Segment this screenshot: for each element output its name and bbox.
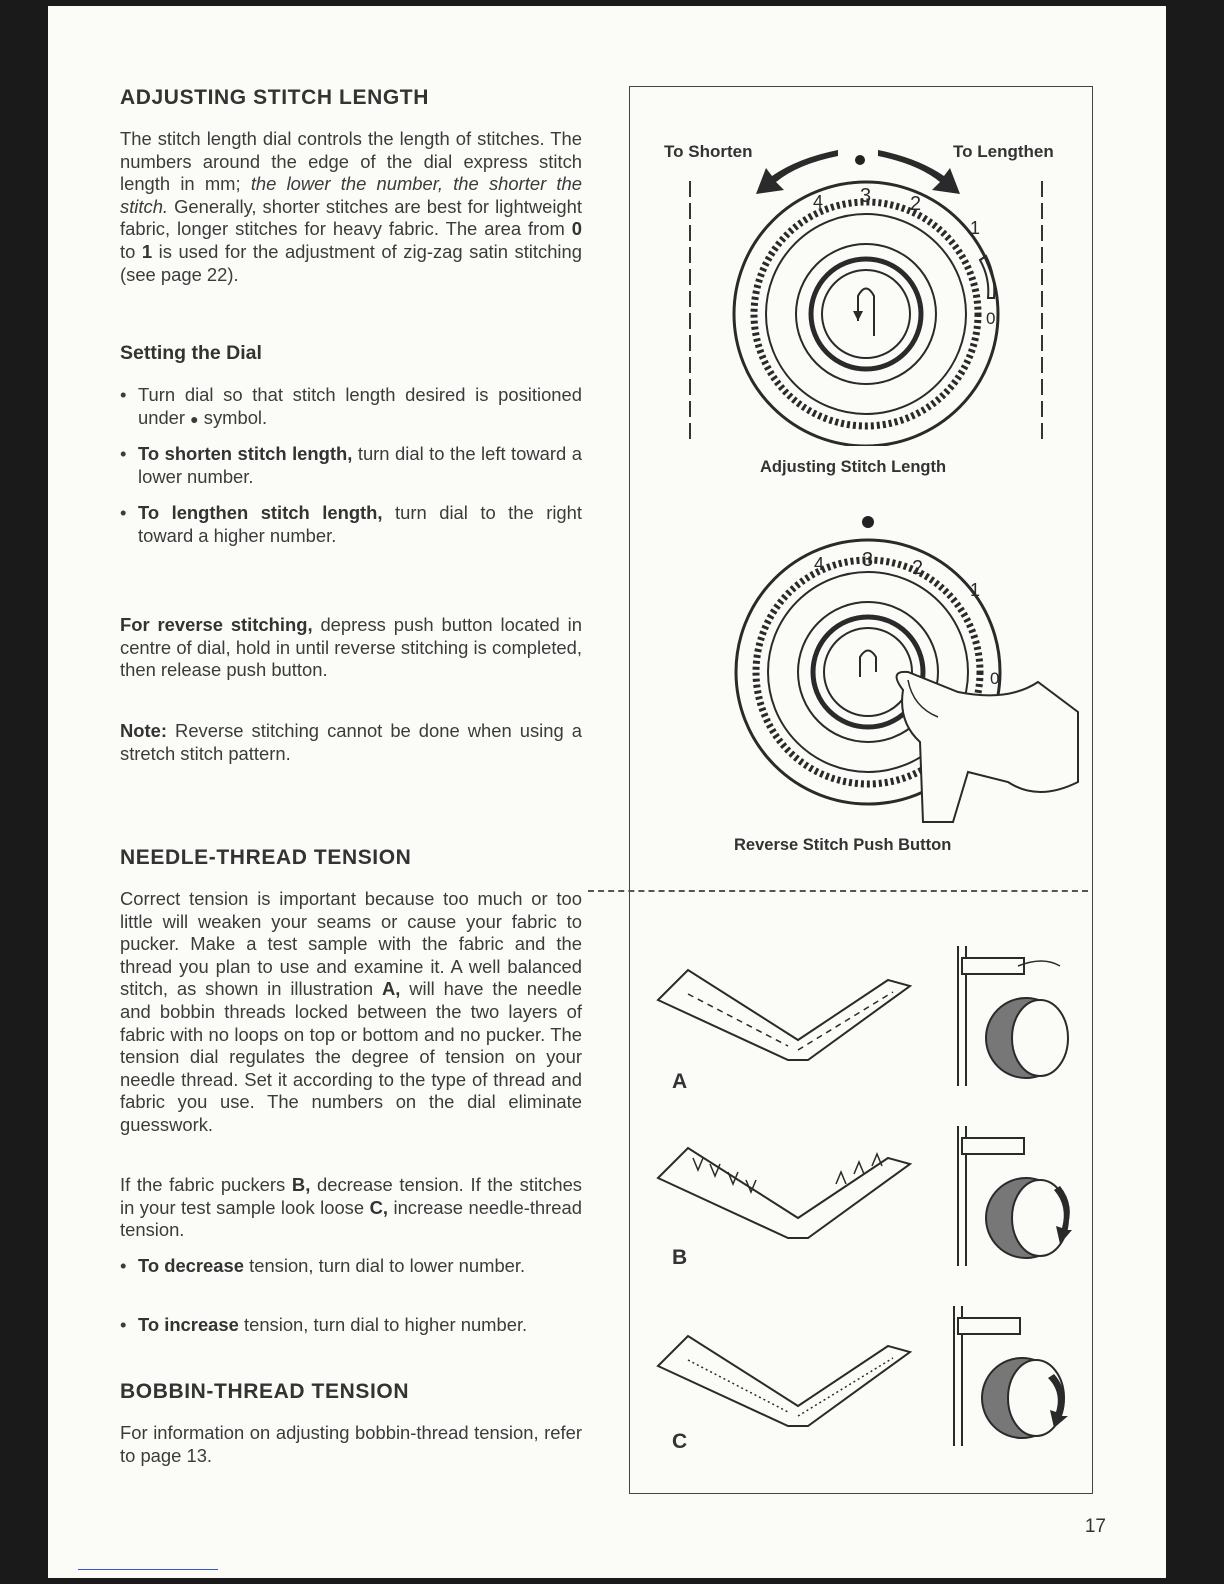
- tension-dial-c: [944, 1306, 1074, 1446]
- dial2-number-4: 4: [814, 554, 825, 574]
- indicator-dot-icon: [862, 516, 874, 528]
- dial2-number-1: 1: [970, 580, 981, 600]
- sample-letter-b: B: [672, 1246, 688, 1269]
- stitch-length-intro: The stitch length dial controls the length of stitches. The numbers around the edge of the dial express stitch length in mm; the lower the number, the shorter the stitch. Generally, shorter stitches are best for lightweight fabric, longer stitches for heavy fabric. The area from 0 to 1 is used for the adjustment of zig-zag satin stitching (see page 22).: [120, 128, 582, 285]
- indicator-dot-icon: [855, 155, 865, 165]
- to-lengthen-label: To Lengthen: [953, 142, 1054, 161]
- section-title-bobbin-tension: BOBBIN-THREAD TENSION: [120, 1380, 410, 1403]
- reverse-button-figure: [708, 512, 1088, 836]
- sample-letter-c: C: [672, 1430, 688, 1453]
- pucker-text: If the fabric puckers B, decrease tension. If the stitches in your test sample look loose C, increase needle-thread tension.: [120, 1174, 582, 1241]
- tension-dial-b: [948, 1126, 1078, 1266]
- bullet-decrease: • To decrease tension, turn dial to lower number.: [120, 1255, 526, 1276]
- dial-number-1: 1: [970, 218, 981, 238]
- bullet-lengthen: • To lengthen stitch length, turn dial to the right toward a higher number.: [120, 502, 582, 546]
- dashed-divider: [588, 890, 1088, 892]
- fabric-sample-b: [648, 1128, 928, 1248]
- dial-number-2: 2: [910, 193, 922, 215]
- tension-dial-a: [948, 946, 1078, 1086]
- finger-icon: [897, 672, 1078, 822]
- dial2-number-0: 0: [990, 669, 1000, 688]
- to-shorten-label: To Shorten: [664, 142, 753, 161]
- section-title-stitch-length: ADJUSTING STITCH LENGTH: [120, 86, 429, 109]
- fabric-sample-a: [648, 950, 928, 1070]
- page-number: 17: [1084, 1516, 1106, 1537]
- needle-tension-text: Correct tension is important because too much or too little will weaken your seams or cause your fabric to pucker. Make a test sample with the fabric and the thread you plan to use and examine it. A well balanced stitch, as shown in illustration A, will have the needle and bobbin threads locked between the two layers of fabric with no loops on top or bottom and no pucker. The tension dial regulates the degree of tension on your needle thread. Set it according to the type of thread and fabric you use. The numbers on the dial eliminate guesswork.: [120, 888, 582, 1135]
- dial2-number-3: 3: [862, 549, 874, 571]
- fabric-sample-c: [648, 1316, 928, 1436]
- dial-number-4: 4: [813, 192, 824, 212]
- section-title-needle-tension: NEEDLE-THREAD TENSION: [120, 846, 412, 869]
- manual-page: [48, 6, 1166, 1578]
- right-arrow-icon: [878, 150, 960, 194]
- dial-number-0: 0: [986, 309, 996, 328]
- caption-adjusting-stitch-length: Adjusting Stitch Length: [760, 458, 947, 476]
- bullet-shorten: • To shorten stitch length, turn dial to the left toward a lower number.: [120, 443, 582, 487]
- reverse-stitching-text: For reverse stitching, depress push button located in centre of dial, hold in until reverse stitching is completed, then release push button.: [120, 614, 582, 681]
- scan-mark: [78, 1569, 218, 1570]
- stitch-length-dial-figure: [648, 146, 1108, 446]
- bullet-turn-dial: • Turn dial so that stitch length desired is positioned under ● symbol.: [120, 384, 582, 428]
- bullet-increase: • To increase tension, turn dial to higher number.: [120, 1314, 528, 1335]
- dial2-number-2: 2: [912, 557, 924, 579]
- subtitle-setting-dial: Setting the Dial: [120, 342, 262, 364]
- dial-number-3: 3: [860, 185, 872, 207]
- reverse-note: Note: Reverse stitching cannot be done when using a stretch stitch pattern.: [120, 720, 582, 764]
- sample-letter-a: A: [672, 1070, 688, 1093]
- dot-symbol-icon: ●: [190, 410, 199, 427]
- bobbin-tension-text: For information on adjusting bobbin-thread tension, refer to page 13.: [120, 1422, 582, 1466]
- caption-reverse-stitch: Reverse Stitch Push Button: [734, 836, 952, 854]
